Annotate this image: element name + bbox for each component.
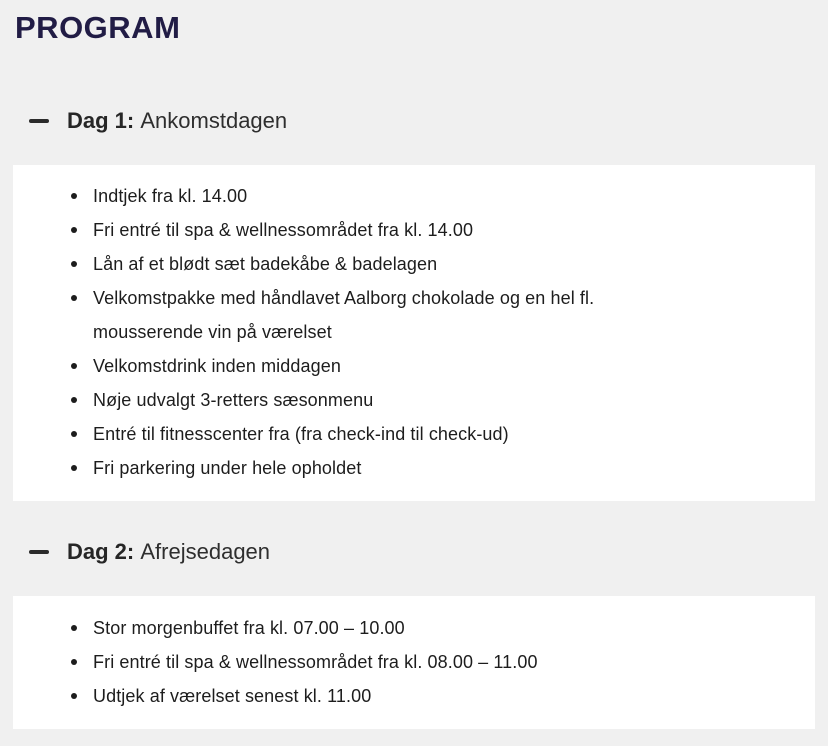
- day-title: Ankomstdagen: [140, 108, 288, 133]
- bullet-list-dag2: [93, 611, 775, 713]
- day-label: Dag 1:: [67, 108, 135, 133]
- accordion-label-dag2: [67, 538, 270, 566]
- list-item: Nøje udvalgt 3-retters sæsonmenu: [93, 383, 775, 417]
- list-item: Udtjek af værelset senest kl. 11.00: [93, 679, 775, 713]
- list-item: Fri entré til spa & wellnessområdet fra kl. 14.00: [93, 213, 775, 247]
- minus-icon: [29, 119, 49, 123]
- bullet-list-dag1: [93, 179, 775, 485]
- accordion-label-dag1: [67, 107, 287, 135]
- list-item: Lån af et blødt sæt badekåbe & badelagen: [93, 247, 775, 281]
- day-label: Dag 2:: [67, 539, 135, 564]
- list-item: Velkomstdrink inden middagen: [93, 349, 775, 383]
- accordion-panel-dag2: [13, 596, 815, 729]
- minus-icon: [29, 550, 49, 554]
- list-item: Velkomstpakke med håndlavet Aalborg chokolade og en hel fl. mousserende vin på værelset: [93, 281, 693, 349]
- accordion-header-dag2[interactable]: [13, 538, 815, 566]
- list-item: Indtjek fra kl. 14.00: [93, 179, 775, 213]
- accordion-header-dag1[interactable]: [13, 107, 815, 135]
- page-title: PROGRAM: [15, 10, 181, 45]
- accordion-panel-dag1: [13, 165, 815, 501]
- list-item: Fri parkering under hele opholdet: [93, 451, 775, 485]
- day-title: Afrejsedagen: [140, 539, 271, 564]
- list-item: Stor morgenbuffet fra kl. 07.00 – 10.00: [93, 611, 775, 645]
- list-item: Entré til fitnesscenter fra (fra check-ind til check-ud): [93, 417, 775, 451]
- list-item: Fri entré til spa & wellnessområdet fra kl. 08.00 – 11.00: [93, 645, 775, 679]
